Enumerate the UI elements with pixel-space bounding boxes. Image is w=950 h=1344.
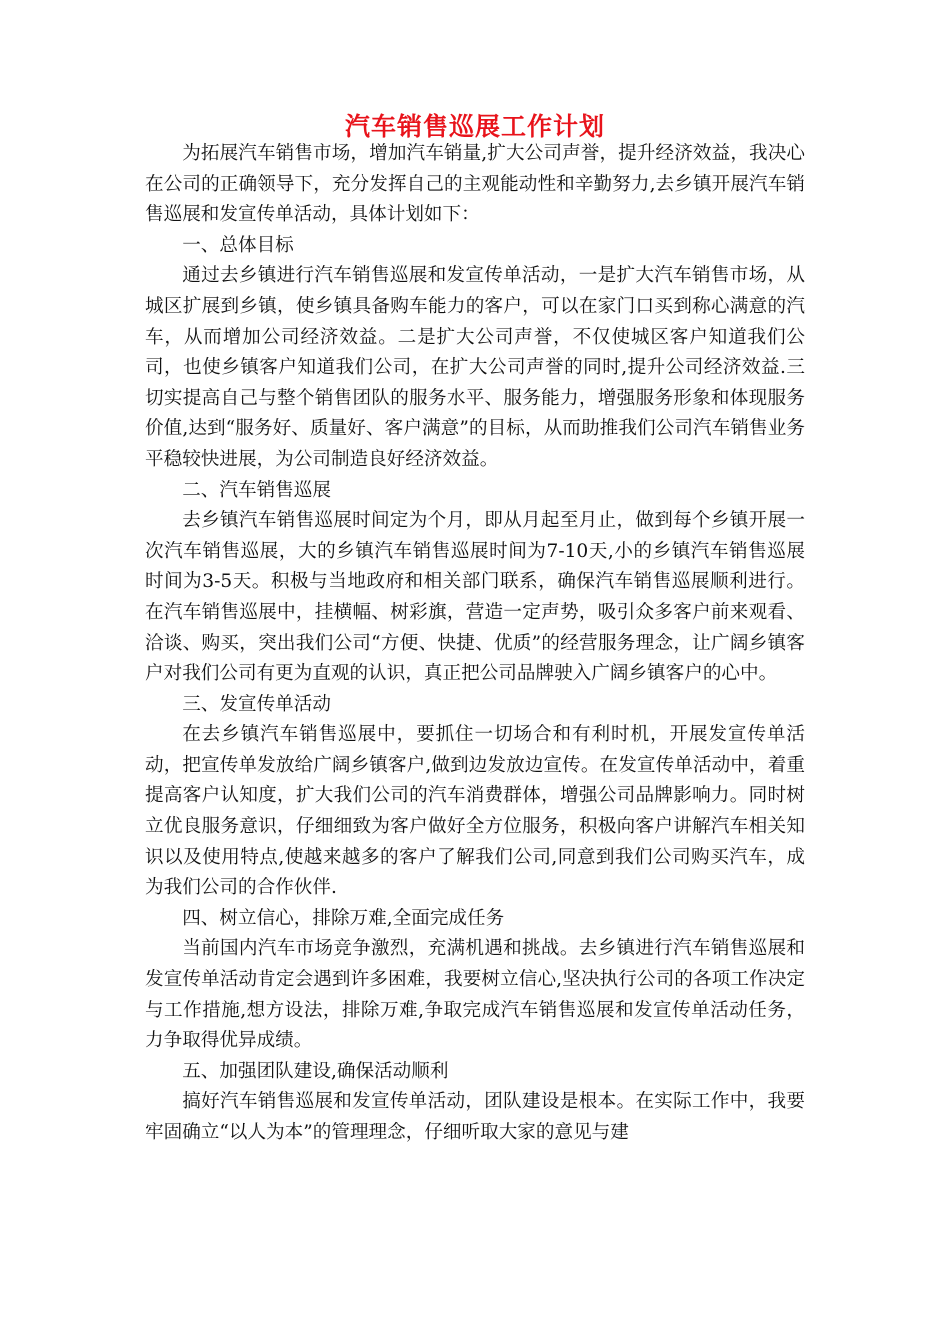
- section-body-goals: 通过去乡镇进行汽车销售巡展和发宣传单活动，一是扩大汽车销售市场，从城区扩展到乡镇，使乡镇具备购车能力的客户，可以在家门口买到称心满意的汽车，从而增加公司经济效益。二是扩大公司声誉，不仅使城区客户知道我们公司，也使乡镇客户知道我们公司，在扩大公司声誉的同时,提升公司经济效益.三切实提高自己与整个销售团队的服务水平、服务能力，增强服务形象和体现服务价值,达到“服务好、质量好、客户满意”的目标，从而助推我们公司汽车销售业务平稳较快进展，为公司制造良好经济效益。: [145, 265, 805, 470]
- document-title: 汽车销售巡展工作计划: [344, 112, 605, 141]
- intro-paragraph: 为拓展汽车销售市场，增加汽车销量,扩大公司声誉，提升经济效益，我决心在公司的正确领导下，充分发挥自己的主观能动性和辛勤努力,去乡镇开展汽车销售巡展和发宣传单活动，具体计划如下：: [145, 143, 805, 226]
- section-body-flyers: 在去乡镇汽车销售巡展中，要抓住一切场合和有利时机，开展发宣传单活动，把宣传单发放给广阔乡镇客户,做到边发放边宣传。在发宣传单活动中，着重提高客户认知度，扩大我们公司的汽车消费群体，增强公司品牌影响力。同时树立优良服务意识，仔细细致为客户做好全方位服务，积极向客户讲解汽车相关知识以及使用特点,使越来越多的客户了解我们公司,同意到我们公司购买汽车，成为我们公司的合作伙伴.: [145, 724, 805, 899]
- section-heading-roadshow: 二、汽车销售巡展: [182, 479, 331, 501]
- document-body: [145, 139, 805, 1149]
- section-heading-team: 五、加强团队建设,确保活动顺利: [182, 1060, 449, 1082]
- section-heading-confidence: 四、树立信心，排除万难,全面完成任务: [182, 907, 505, 929]
- section-body-confidence: 当前国内汽车市场竞争激烈，充满机遇和挑战。去乡镇进行汽车销售巡展和发宣传单活动肯定会遇到许多困难，我要树立信心,坚决执行公司的各项工作决定与工作措施,想方设法，排除万难,争取完成汽车销售巡展和发宣传单活动任务，力争取得优异成绩。: [145, 938, 805, 1052]
- section-body-roadshow: 去乡镇汽车销售巡展时间定为个月，即从月起至月止，做到每个乡镇开展一次汽车销售巡展，大的乡镇汽车销售巡展时间为7-10天,小的乡镇汽车销售巡展时间为3-5天。积极与当地政府和相关部门联系，确保汽车销售巡展顺利进行。在汽车销售巡展中，挂横幅、树彩旗，营造一定声势，吸引众多客户前来观看、洽谈、购买，突出我们公司“方便、快捷、优质”的经营服务理念，让广阔乡镇客户对我们公司有更为直观的认识，真正把公司品牌驶入广阔乡镇客户的心中。: [145, 510, 805, 685]
- section-heading-goals: 一、总体目标: [182, 234, 294, 256]
- section-heading-flyers: 三、发宣传单活动: [182, 693, 331, 715]
- section-body-team: 搞好汽车销售巡展和发宣传单活动，团队建设是根本。在实际工作中，我要牢固确立“以人为本”的管理理念，仔细听取大家的意见与建: [145, 1091, 805, 1143]
